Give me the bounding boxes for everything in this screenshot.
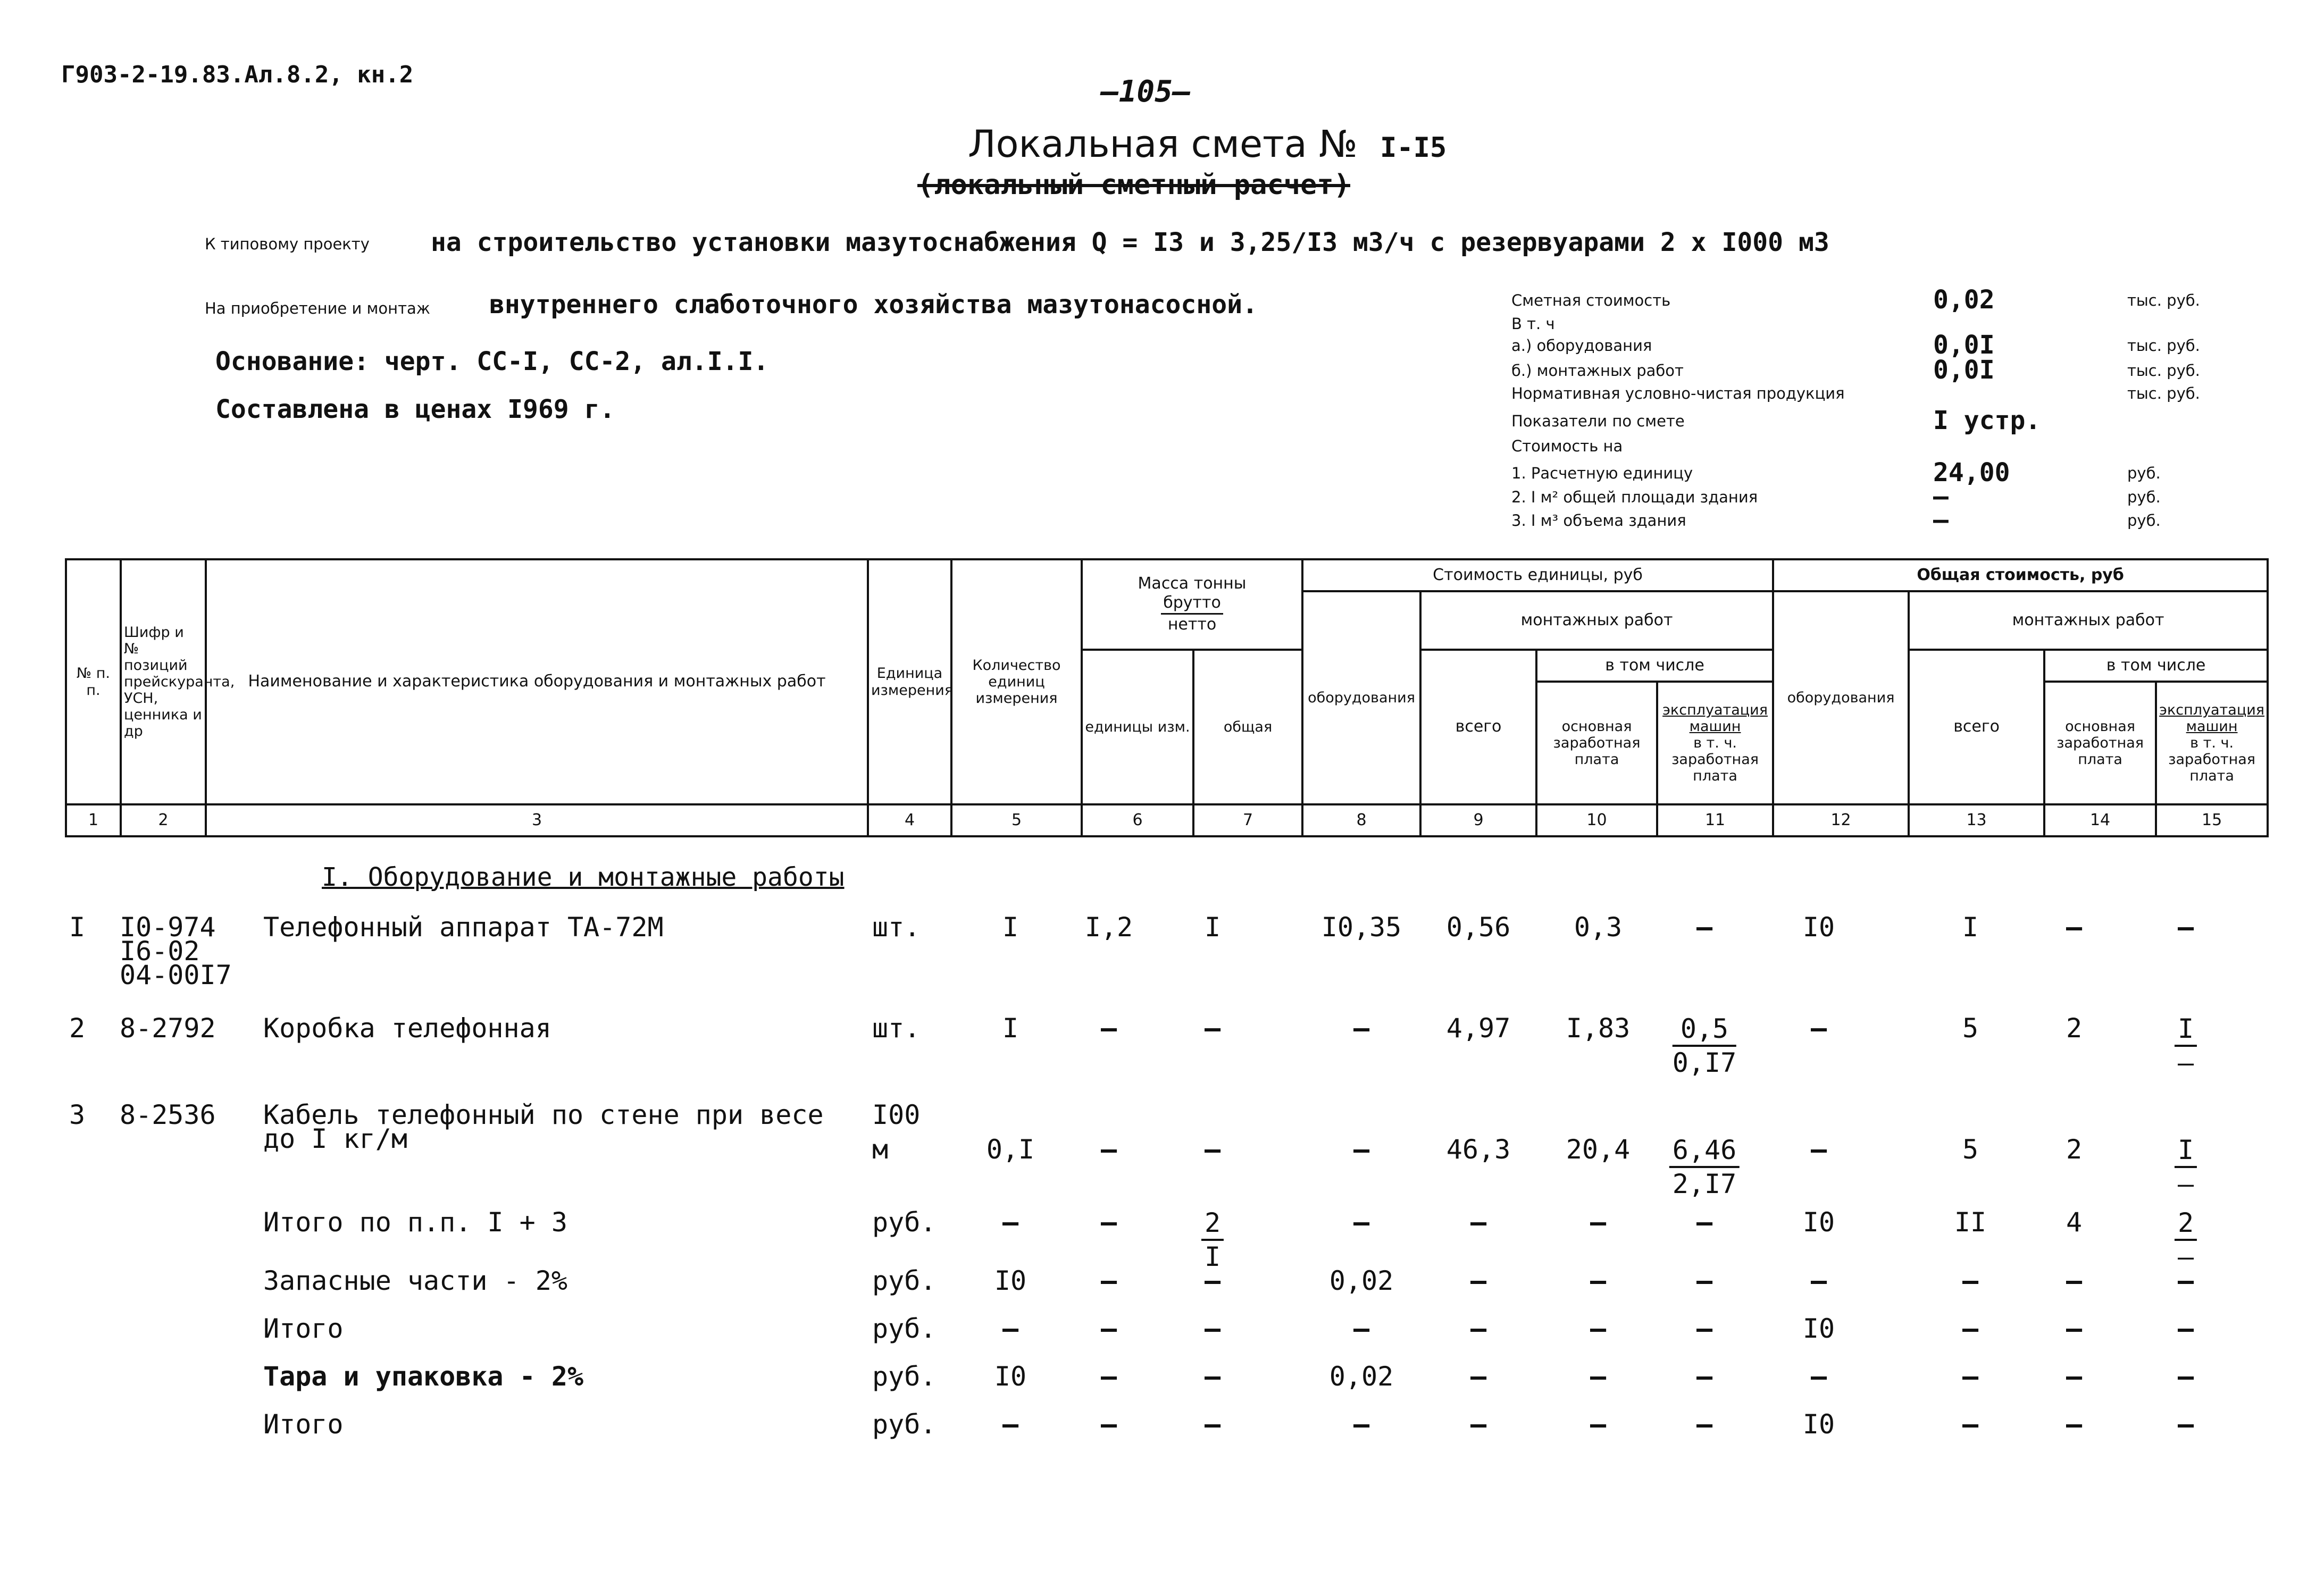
header-total-vtom: в том числе [2044,650,2268,682]
basis-text: Основание: черт. СС-I, СС-2, ал.I.I. [215,347,769,376]
total-row-qty: — [1002,1207,1019,1238]
total-row-total-vsego: — [1962,1361,1979,1392]
column-number-13: 13 [1909,804,2044,836]
total-row-total-machines: — [2177,1409,2194,1440]
row-unit-machines [1669,1134,1740,1200]
row-total-vsego: I [1962,912,1979,943]
total-row-total-vsego: — [1962,1265,1979,1296]
summary-unit: тыс. руб. [2127,337,2200,355]
summary-value: I устр. [1933,406,2041,435]
row-total-basepay: 2 [2066,1013,2083,1044]
row-unit-vsego: 4,97 [1446,1013,1511,1044]
row-total-basepay: — [2066,912,2083,943]
prices-text: Составлена в ценах I969 г. [215,394,615,424]
section-title [322,862,845,892]
summary-label: В т. ч [1511,315,1555,333]
row-mass-unit: I,2 [1084,912,1133,943]
summary-value: 24,00 [1933,458,2010,488]
row-qty: I [1002,1013,1019,1044]
total-row-total-machines-top: 2 [2175,1207,2197,1241]
total-row-total-equip: — [1810,1265,1827,1296]
purchase-text: внутреннего слаботочного хозяйства мазутонасосной. [489,290,1258,320]
summary-unit: тыс. руб. [2127,362,2200,380]
total-row-mass-total: — [1204,1265,1221,1296]
title-text: Локальная смета № [968,122,1358,166]
total-row-unit-equip: — [1353,1207,1370,1238]
row-unit-machines-top: 0,5 [1673,1013,1736,1047]
total-row-total-basepay: — [2066,1265,2083,1296]
column-number-7: 7 [1193,804,1302,836]
row-unit-vsego: 0,56 [1446,912,1511,943]
total-row-unit: руб. [872,1313,937,1344]
total-row-unit-vsego: — [1470,1361,1487,1392]
row-code: 04-00I7 [120,960,232,990]
summary-value: 0,0I [1933,355,1995,385]
header-unit-basepay: основная заработная плата [1536,682,1657,804]
row-unit-basepay: 20,4 [1566,1134,1631,1165]
row-name: Коробка телефонная [263,1013,551,1044]
column-number-15: 15 [2156,804,2268,836]
total-row-total-basepay: — [2066,1409,2083,1440]
total-row-total-vsego: — [1962,1313,1979,1344]
row-name: Кабель телефонный по стене при весе [263,1099,824,1130]
total-row-name: Запасные части - 2% [263,1265,567,1296]
total-row-mass-unit: — [1100,1265,1117,1296]
total-row-unit-machines: — [1696,1207,1713,1238]
row-number: I [69,912,86,943]
total-row-total-equip: I0 [1802,1313,1835,1344]
total-row-unit: руб. [872,1361,937,1392]
row-total-vsego: 5 [1962,1134,1979,1165]
header-total-machines [2156,682,2268,804]
total-row-unit: руб. [872,1409,937,1440]
mass-brutto: брутто [1161,593,1223,615]
column-number-9: 9 [1420,804,1536,836]
row-total-machines-bottom: — [2177,1169,2194,1199]
total-row-name: Итого [263,1409,344,1440]
total-row-total-equip: — [1810,1361,1827,1392]
total-row-qty: I0 [994,1265,1027,1296]
header-num: № п. п. [66,559,121,804]
row-total-machines-top: I [2175,1134,2197,1168]
summary-value: 0,02 [1933,285,1995,315]
header-unit-each: единицы изм. [1082,650,1193,804]
row-unit-basepay: 0,3 [1574,912,1623,943]
summary-label: Показатели по смете [1511,412,1685,430]
total-row-total-basepay: — [2066,1361,2083,1392]
total-row-total-equip: I0 [1802,1409,1835,1440]
total-row-qty: — [1002,1313,1019,1344]
total-row-unit-machines: — [1696,1265,1713,1296]
total-row-total-basepay: — [2066,1313,2083,1344]
row-unit: I00 [872,1099,921,1130]
page-number: —105— [1101,74,1191,109]
summary-unit: тыс. руб. [2127,384,2200,402]
total-row-name: Итого [263,1313,344,1344]
summary-label: б.) монтажных работ [1511,362,1684,380]
total-row-unit-equip: 0,02 [1329,1361,1394,1392]
machines-sub: в т. ч. заработная плата [1671,735,1759,785]
row-total-vsego: 5 [1962,1013,1979,1044]
total-row-unit-vsego: — [1470,1409,1487,1440]
total-row-mass-total-top: 2 [1201,1207,1224,1241]
header-total-equip: оборудования [1773,591,1909,804]
row-total-equip: I0 [1802,912,1835,943]
header-unit-vsego: всего [1420,650,1536,804]
row-unit: шт. [872,1013,921,1044]
column-number-5: 5 [951,804,1082,836]
header-unit-equip: оборудования [1302,591,1420,804]
total-row-mass-unit: — [1100,1409,1117,1440]
summary-label: 2. I м² общей площади здания [1511,488,1758,506]
header-unit: Единица измерения [868,559,951,804]
summary-label: Стоимость на [1511,437,1623,455]
total-row-unit-machines: — [1696,1409,1713,1440]
total-row-mass-total-bottom: I [1204,1241,1221,1272]
column-number-1: 1 [66,804,121,836]
header-name: Наименование и характеристика оборудования и монтажных работ [206,559,868,804]
total-row-unit-vsego: — [1470,1265,1487,1296]
header-mass [1082,559,1302,650]
row-total-machines: — [2177,912,2194,943]
total-row-total-machines: — [2177,1265,2194,1296]
row-unit-machines-top: 6,46 [1669,1134,1740,1168]
column-number-11: 11 [1657,804,1773,836]
document-code: Г903-2-19.83.Ал.8.2, кн.2 [61,61,414,88]
row-total-machines-top: I [2175,1013,2197,1047]
total-row-unit-vsego: — [1470,1207,1487,1238]
row-mass-total: — [1204,1013,1221,1044]
row-unit: м [872,1134,889,1165]
header-unit-cost: Стоимость единицы, руб [1302,559,1773,591]
total-row-mass-total: — [1204,1313,1221,1344]
row-number: 3 [69,1099,86,1130]
page-title [968,122,1447,166]
total-row-name: Итого по п.п. I + 3 [263,1207,567,1238]
row-total-basepay: 2 [2066,1134,2083,1165]
total-row-unit-equip: — [1353,1313,1370,1344]
total-row-total-machines-bottom: — [2177,1241,2194,1272]
row-code: 8-2792 [120,1013,216,1044]
machines-label: эксплуатация машин [1662,702,1768,735]
total-row-unit-machines: — [1696,1361,1713,1392]
total-row-mass-unit: — [1100,1361,1117,1392]
total-row-unit-vsego: — [1470,1313,1487,1344]
row-mass-unit: — [1100,1134,1117,1165]
column-number-2: 2 [121,804,206,836]
total-row-unit-equip: 0,02 [1329,1265,1394,1296]
section-title-text: I. Оборудование и монтажные работы [322,862,845,892]
mass-fraction [1161,593,1223,634]
row-code: I0-974 [120,912,216,943]
row-code: I6-02 [120,936,200,967]
total-row-name: Тара и упаковка - 2% [263,1361,584,1392]
total-row-unit-basepay: — [1590,1207,1607,1238]
header-unit-mont: монтажных работ [1420,591,1773,650]
column-numbers [66,804,2268,836]
total-row-total-basepay: 4 [2066,1207,2083,1238]
total-row-qty: I0 [994,1361,1027,1392]
row-name: Телефонный аппарат ТА-72М [263,912,664,943]
summary-label: 3. I м³ объема здания [1511,511,1686,530]
total-row-unit: руб. [872,1207,937,1238]
estimate-table-header [65,558,2269,837]
row-unit-machines-bottom: 2,I7 [1672,1169,1737,1199]
total-row-unit-machines: — [1696,1313,1713,1344]
summary-unit: руб. [2127,488,2161,506]
row-unit-equip: — [1353,1134,1370,1165]
row-qty: I [1002,912,1019,943]
total-row-mass-unit: — [1100,1207,1117,1238]
column-number-4: 4 [868,804,951,836]
row-total-machines [2175,1134,2197,1200]
column-number-12: 12 [1773,804,1909,836]
total-row-total-machines: — [2177,1313,2194,1344]
header-mass-total: общая [1193,650,1302,804]
row-mass-total: I [1204,912,1221,943]
row-unit-basepay: I,83 [1566,1013,1631,1044]
total-row-total-vsego: II [1954,1207,1987,1238]
row-mass-unit: — [1100,1013,1117,1044]
total-row-mass-total [1201,1207,1224,1273]
row-total-machines [2175,1013,2197,1079]
summary-unit: тыс. руб. [2127,291,2200,309]
mass-netto: нетто [1167,615,1217,634]
summary-unit: руб. [2127,511,2161,530]
row-mass-total: — [1204,1134,1221,1165]
header-qty: Количество единиц измерения [951,559,1082,804]
column-number-8: 8 [1302,804,1420,836]
total-row-unit-basepay: — [1590,1361,1607,1392]
total-row-unit: руб. [872,1265,937,1296]
header-total-cost: Общая стоимость, руб [1773,559,2268,591]
row-unit-equip: I0,35 [1321,912,1402,943]
header-code: Шифр и № позиций прейскуранта, УСН, ценника и др [121,559,206,804]
title-number: I-I5 [1380,132,1447,164]
summary-label: Нормативная условно-чистая продукция [1511,384,1845,402]
row-number: 2 [69,1013,86,1044]
project-text: на строительство установки мазутоснабжения Q = I3 и 3,25/I3 м3/ч с резервуарами 2 х I000 м3 [431,228,1829,257]
row-unit-machines [1673,1013,1736,1079]
column-number-14: 14 [2044,804,2156,836]
header-unit-vtom: в том числе [1536,650,1773,682]
row-total-equip: — [1810,1013,1827,1044]
machines-label-2: эксплуатация машин [2159,702,2264,735]
row-qty: 0,I [986,1134,1035,1165]
total-row-mass-unit: — [1100,1313,1117,1344]
total-row-unit-basepay: — [1590,1409,1607,1440]
header-total-mont: монтажных работ [1909,591,2268,650]
total-row-total-equip: I0 [1802,1207,1835,1238]
row-unit-vsego: 46,3 [1446,1134,1511,1165]
total-row-unit-basepay: — [1590,1313,1607,1344]
project-label: К типовому проекту [205,235,370,253]
summary-unit: руб. [2127,464,2161,482]
summary-value: — [1933,482,1949,511]
row-unit: шт. [872,912,921,943]
total-row-unit-equip: — [1353,1409,1370,1440]
row-name: до I кг/м [263,1123,407,1154]
total-row-total-machines: — [2177,1361,2194,1392]
header-total-vsego: всего [1909,650,2044,804]
total-row-mass-total: — [1204,1361,1221,1392]
column-number-10: 10 [1536,804,1657,836]
total-row-unit-basepay: — [1590,1265,1607,1296]
header-total-basepay: основная заработная плата [2044,682,2156,804]
row-total-equip: — [1810,1134,1827,1165]
row-total-machines-bottom: — [2177,1047,2194,1078]
row-code: 8-2536 [120,1099,216,1130]
total-row-mass-total: — [1204,1409,1221,1440]
purchase-label: На приобретение и монтаж [205,299,430,317]
machines-sub-2: в т. ч. заработная плата [2168,735,2256,785]
total-row-total-machines [2175,1207,2197,1273]
mass-label: Масса тонны [1138,574,1247,593]
summary-label: Сметная стоимость [1511,291,1671,309]
column-number-6: 6 [1082,804,1193,836]
total-row-total-vsego: — [1962,1409,1979,1440]
row-unit-machines-bottom: 0,I7 [1672,1047,1737,1078]
struck-subtitle: (локальный сметный расчет) [917,169,1350,201]
summary-value: 0,0I [1933,330,1995,360]
header-unit-machines [1657,682,1773,804]
summary-label: а.) оборудования [1511,337,1652,355]
row-unit-equip: — [1353,1013,1370,1044]
column-number-3: 3 [206,804,868,836]
row-unit-machines: — [1696,912,1713,943]
total-row-qty: — [1002,1409,1019,1440]
summary-label: 1. Расчетную единицу [1511,464,1693,482]
summary-value: — [1933,505,1949,535]
